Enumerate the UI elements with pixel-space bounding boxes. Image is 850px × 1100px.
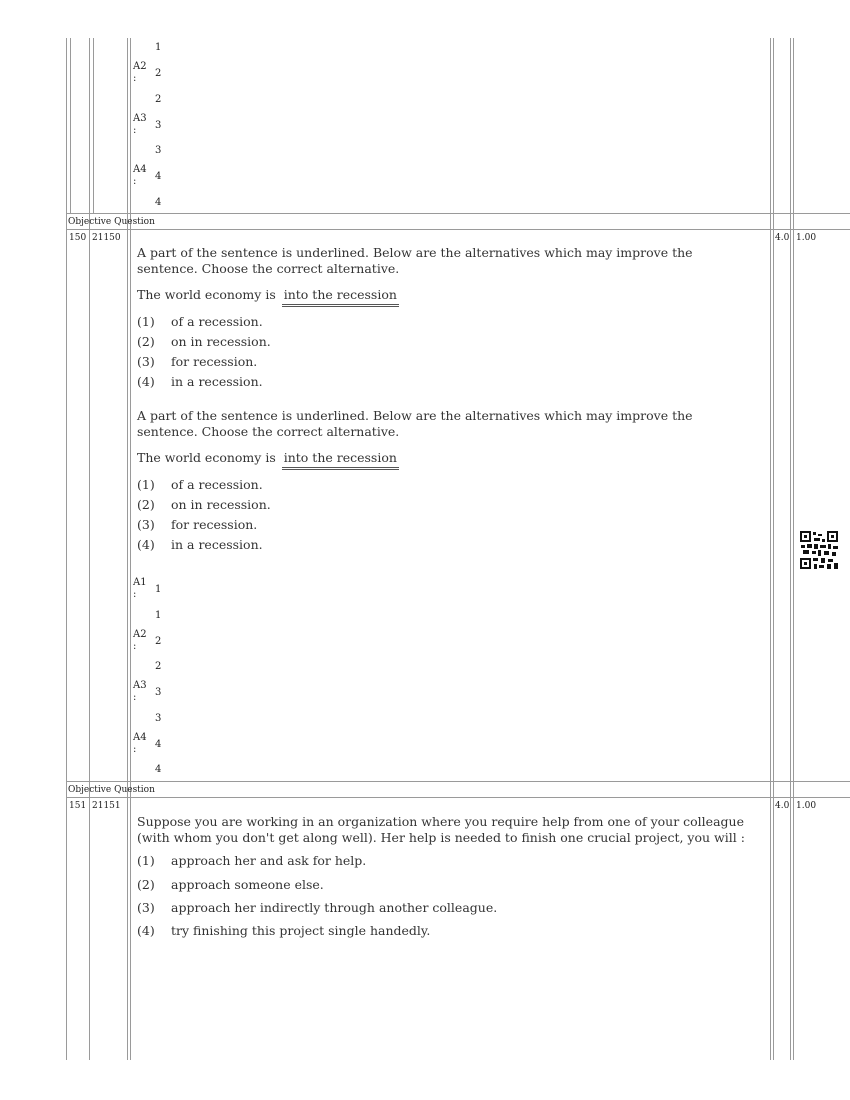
answer-label: A4 :: [133, 164, 147, 187]
option-item: [137, 900, 497, 916]
col-rule: [793, 38, 794, 1060]
serial-number: 150: [69, 233, 87, 243]
sentence-prefix: The world economy is: [137, 287, 276, 302]
option-text: approach her indirectly through another colleague.: [171, 900, 498, 915]
option-text: of a recession.: [171, 477, 263, 492]
option-item: [137, 314, 263, 330]
option-item: [137, 354, 257, 370]
answer-value: 2: [155, 94, 162, 105]
option-number: (3): [137, 900, 155, 915]
section-label: Objective Question: [68, 785, 155, 795]
row-divider: [66, 781, 850, 782]
col-rule: [89, 38, 90, 1060]
answer-value: 1: [155, 42, 162, 53]
answer-value: 2: [155, 661, 162, 672]
answer-value: 2: [155, 68, 162, 79]
col-rule: [66, 38, 67, 1060]
sentence-prefix: The world economy is: [137, 450, 276, 465]
option-number: (4): [137, 923, 155, 938]
answer-value: 4: [155, 171, 162, 182]
option-item: [137, 497, 271, 513]
option-text: try finishing this project single handedly.: [171, 923, 431, 938]
answer-label: A1 :: [133, 577, 147, 600]
answer-label: A3 :: [133, 680, 147, 703]
option-number: (1): [137, 477, 155, 492]
underlined-phrase: into the recession: [282, 450, 399, 470]
answer-value: 1: [155, 584, 162, 595]
marks: 4.0: [775, 801, 790, 811]
answer-value: 4: [155, 197, 162, 208]
question-sentence: [137, 287, 399, 307]
qr-code-icon: [799, 530, 839, 570]
row-divider: [66, 213, 850, 214]
marks: 4.0: [775, 233, 790, 243]
col-rule: [127, 38, 128, 1060]
option-number: (4): [137, 374, 155, 389]
answer-label: A4 :: [133, 732, 147, 755]
underlined-phrase: into the recession: [282, 287, 399, 307]
option-text: on in recession.: [171, 334, 271, 349]
answer-value: 4: [155, 739, 162, 750]
col-rule: [93, 38, 94, 214]
option-text: approach someone else.: [171, 877, 324, 892]
option-item: [137, 517, 257, 533]
option-item: [137, 334, 271, 350]
option-number: (4): [137, 537, 155, 552]
question-text: Suppose you are working in an organization where you require help from one of your colleague (with whom you don't get along well). Her help is needed to finish one crucial project, you will :: [137, 814, 745, 845]
col-rule: [790, 38, 791, 1060]
option-item: [137, 537, 263, 553]
question-id: 21150: [92, 233, 121, 243]
answer-value: 1: [155, 610, 162, 621]
answer-value: 3: [155, 120, 162, 131]
negative-marks: 1.00: [796, 801, 817, 811]
option-number: (1): [137, 853, 155, 868]
negative-marks: 1.00: [796, 233, 817, 243]
option-number: (2): [137, 877, 155, 892]
question-sentence: [137, 450, 399, 470]
answer-value: 4: [155, 764, 162, 775]
question-instruction: A part of the sentence is underlined. Below are the alternatives which may improve the sentence. Choose the correct alternative.: [137, 245, 693, 276]
option-number: (3): [137, 517, 155, 532]
option-text: for recession.: [171, 354, 258, 369]
option-item: [137, 374, 263, 390]
option-text: for recession.: [171, 517, 258, 532]
answer-label: A2 :: [133, 61, 147, 84]
question-id: 21151: [92, 801, 121, 811]
option-number: (3): [137, 354, 155, 369]
row-divider: [66, 229, 850, 230]
answer-value: 3: [155, 687, 162, 698]
option-text: in a recession.: [171, 374, 263, 389]
answer-value: 3: [155, 145, 162, 156]
answer-value: 2: [155, 636, 162, 647]
option-item: [137, 877, 324, 893]
option-item: [137, 853, 366, 869]
section-label: Objective Question: [68, 217, 155, 227]
option-number: (1): [137, 314, 155, 329]
question-instruction: A part of the sentence is underlined. Below are the alternatives which may improve the sentence. Choose the correct alternative.: [137, 408, 693, 439]
option-text: of a recession.: [171, 314, 263, 329]
col-rule: [773, 38, 774, 1060]
option-item: [137, 477, 263, 493]
answer-value: 3: [155, 713, 162, 724]
row-divider: [66, 797, 850, 798]
option-text: approach her and ask for help.: [171, 853, 367, 868]
serial-number: 151: [69, 801, 87, 811]
option-text: on in recession.: [171, 497, 271, 512]
option-text: in a recession.: [171, 537, 263, 552]
answer-label: A3 :: [133, 113, 147, 136]
answer-label: A2 :: [133, 629, 147, 652]
option-number: (2): [137, 497, 155, 512]
col-rule: [130, 38, 131, 1060]
option-number: (2): [137, 334, 155, 349]
col-rule: [70, 38, 71, 214]
col-rule: [770, 38, 771, 1060]
option-item: [137, 923, 430, 939]
